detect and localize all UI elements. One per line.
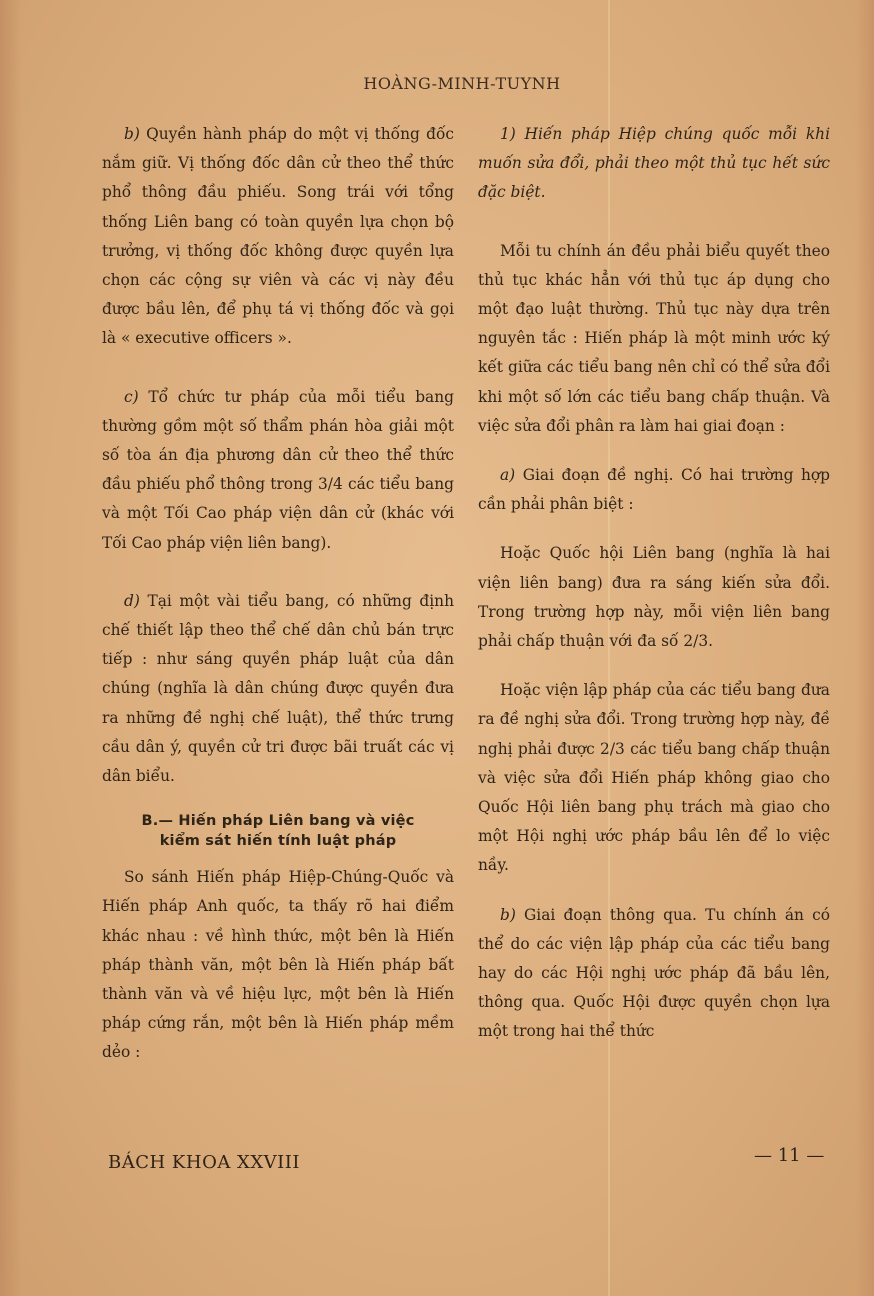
paragraph-congress: Hoặc Quốc hội Liên bang (nghĩa là hai viện liên bang) đưa ra sáng kiến sửa đổi. Trong trường hợp này, mỗi viện liên bang phải chấp thuận với đa số 2/3.	[478, 544, 830, 651]
paragraph-b-label: b)	[124, 125, 140, 143]
left-column	[102, 120, 454, 1097]
paragraph-b-right	[478, 901, 830, 1047]
paragraph-d	[102, 587, 454, 791]
paragraph-c-text: Tổ chức tư pháp của mỗi tiểu bang thường gồm một số thẩm phán hòa giải một số tòa án địa phương dân cử theo thể thức đầu phiếu phổ thông trong 3/4 các tiểu bang và một Tối Cao pháp viện dân cử (khác với Tối Cao pháp viện liên bang).	[102, 387, 454, 552]
paragraph-b	[102, 120, 454, 354]
paragraph-c-label: c)	[124, 387, 139, 406]
paragraph-a-text: Giai đoạn đề nghị. Có hai trường hợp cần phải phân biệt :	[478, 466, 830, 514]
paragraph-a	[478, 461, 830, 519]
page-edge-right	[856, 0, 874, 1296]
section-heading	[102, 811, 454, 851]
paragraph-amendment: Mỗi tu chính án đều phải biểu quyết theo thủ tục khác hẳn với thủ tục áp dụng cho một đạo luật thường. Thủ tục này dựa trên nguyên tắc : Hiến pháp là một minh ước ký kết giữa các tiểu bang nên chỉ có thể sửa đổi khi một số lớn các tiểu bang chấp thuận. Và việc sửa đổi phân ra làm hai giai đoạn :	[478, 241, 830, 435]
paragraph-d-text: Tại một vài tiểu bang, có những định chế thiết lập theo thể chế dân chủ bán trực tiếp : như sáng quyền pháp luật của dân chúng (nghĩa là dân chúng được quyền đưa ra những đề nghị chế luật), thể thức trưng cầu dân ý, quyền cử tri được bãi truất các vị dân biểu.	[102, 591, 454, 786]
page-edge-left	[0, 0, 22, 1296]
page-number: — 11 —	[754, 1145, 825, 1166]
paragraph-1: 1) Hiến pháp Hiệp chúng quốc mỗi khi muốn sửa đổi, phải theo một thủ tục hết sức đặc biệt.	[478, 125, 830, 202]
paragraph-compare: So sánh Hiến pháp Hiệp-Chúng-Quốc và Hiến pháp Anh quốc, ta thấy rõ hai điểm khác nhau : về hình thức, một bên là Hiến pháp thành văn, một bên là Hiến pháp bất thành văn và về hiệu lực, một bên là Hiến pháp cứng rắn, một bên là Hiến pháp mềm dẻo :	[102, 868, 454, 1062]
paragraph-b-right-label: b)	[500, 905, 516, 924]
paragraph-states: Hoặc viện lập pháp của các tiểu bang đưa ra đề nghị sửa đổi. Trong trường hợp này, đề nghị phải được 2/3 các tiểu bang chấp thuận và việc sửa đổi Hiến pháp không giao cho Quốc Hội liên bang phụ trách mà giao cho một Hội nghị ước pháp bầu lên để lo việc nầy.	[478, 681, 830, 875]
section-heading-line-2: kiểm sát hiến tính luật pháp	[159, 833, 397, 850]
paragraph-a-label: a)	[500, 466, 516, 485]
paragraph-b-right-text: Giai đoạn thông qua. Tu chính án có thể do các viện lập pháp của các tiểu bang hay do các Hội nghị ước pháp đã bầu lên, thông qua. Quốc Hội được quyền chọn lựa một trong hai thể thức	[478, 905, 830, 1041]
publication-footer: BÁCH KHOA XXVIII	[108, 1152, 300, 1173]
paragraph-b-text: Quyền hành pháp do một vị thống đốc nắm giữ. Vị thống đốc dân cử theo thể thức phổ thông đầu phiếu. Song trái với tổng thống Liên bang có toàn quyền lựa chọn bộ trưởng, vị thống đốc không được quyền lựa chọn các cộng sự viên và các vị này đều được bầu lên, để phụ tá vị thống đốc và gọi là « executive officers ».	[102, 125, 454, 348]
running-header: HOÀNG-MINH-TUYNH	[363, 74, 561, 93]
section-heading-line-1: B.— Hiến pháp Liên bang và việc	[141, 813, 415, 830]
paragraph-d-label: d)	[124, 591, 140, 610]
right-column	[478, 120, 830, 1076]
paragraph-c	[102, 383, 454, 558]
